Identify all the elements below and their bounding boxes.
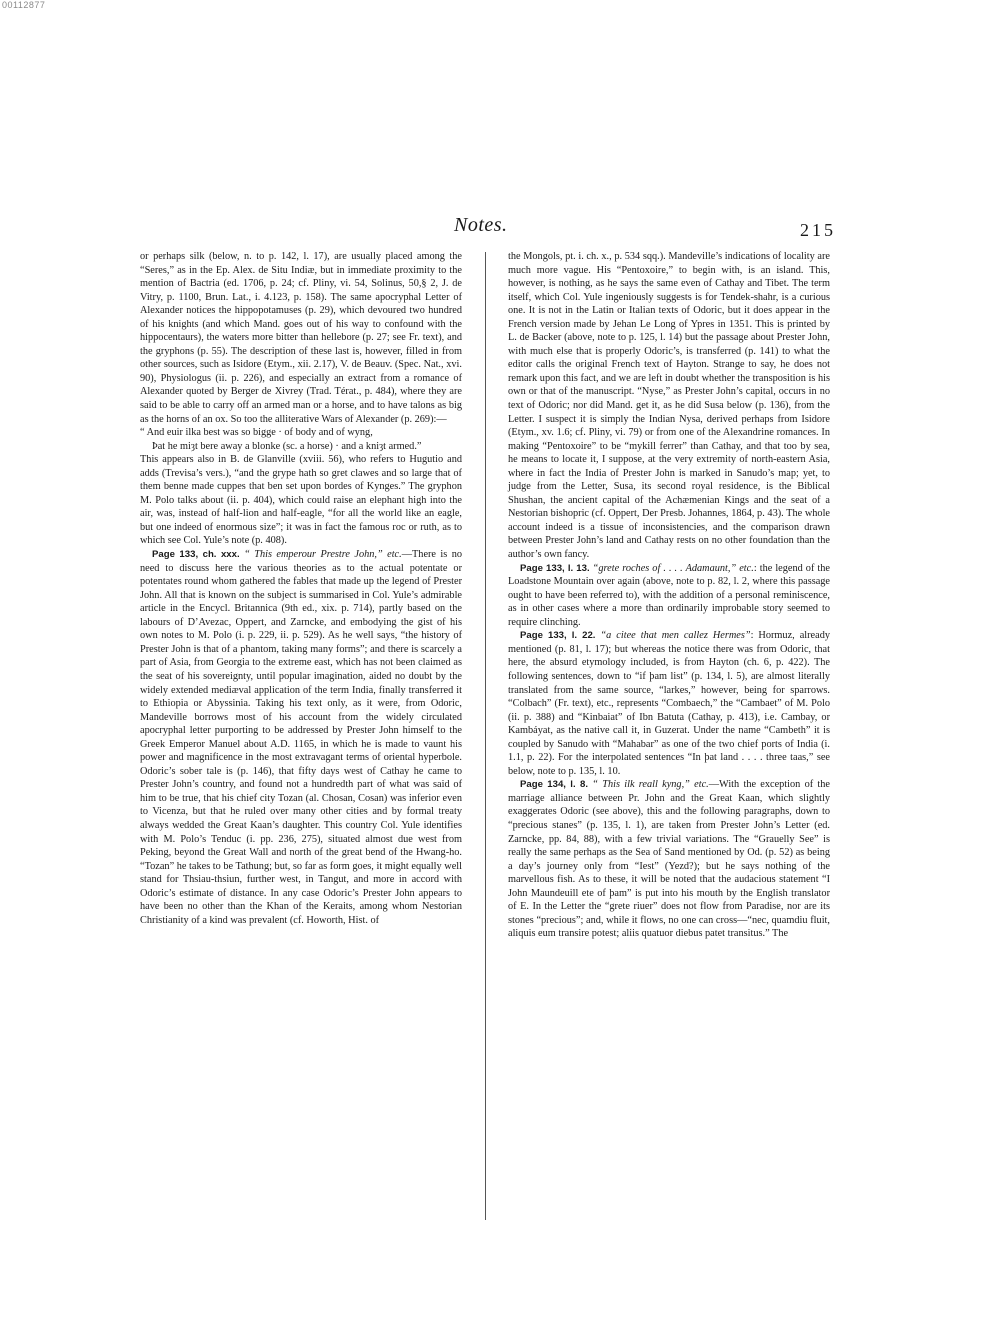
verse-line: Þat he miȝt bere away a blonke (sc. a horse) · and a kniȝt armed.” [152,440,422,452]
note-reference: Page 134, l. 8. [520,779,588,791]
note-paragraph [508,562,830,630]
note-lemma: “ This emperour Prestre John,” etc. [244,549,402,561]
running-head: Notes. [454,214,508,236]
paragraph: the Mongols, pt. i. ch. x., p. 534 sqq.). Mandeville’s indications of locality are much more vague. His “Pentoxoire,” to begin with, is an island. This, however, is nothing, as he says the same even of Cathay and Tibet. The term itself, which Col. Yule ingeniously suggests is for Tendek-shahr, is a curious one. It is not in the Latin or Italian texts of Odoric, but it does appear in the French version made by Jehan Le Long of Ypres in 1351. This is printed by L. de Backer (above, note to p. 125, l. 14) but the passage about Prester John, with much else that is properly Odoric’s, is transferred (p. 141) to what the editor calls the original French text of Hayton. Strange to say, he does not remark upon this fact, and we are left in doubt whether the transposition is his own or that of the manuscript. “Nyse,” as Prester John’s capital, occurs in no text of Odoric; nor did Mand. get it, as he did Susa below (p. 136), from the Letter. I suspect it is simply the Indian Nysa, derived perhaps from Isidore (Etym., xv. 1.6; cf. Pliny, vi. 79) or from one of the Alexandrine romances. In making “Pentoxoire” to be “mykill ferrer” than Cathay, and that too by sea, he means to locate it, I suppose, at the very extremity of north-eastern Asia, where in fact the India of Prester John is marked in Sanudo’s map; yet, to judge from the Letter, Susa, its second royal residence, is the Biblical Shushan, the ancient capital of the Achæmenian Kings and the seat of a Nestorian bishopric (cf. Oppert, Der Presb. Johannes, 1864, p. 43). The whole account indeed is a tissue of inconsistencies, and the comparison drawn between Prester John’s land and Cathay rests on no other foundation than the author’s own fancy. [508,251,830,561]
verse-quotation [140,426,462,453]
column-divider [485,252,486,1220]
note-paragraph [140,548,462,927]
note-text: : Hormuz, already mentioned (p. 81, l. 17); but whereas the notice there was from Odoric, that here, the absurd etymology included, is from Hayton (ch. 6, p. 422). The following sentences, down to “if þam list” (p. 134, l. 5), are almost literally translated from the same source, “larkes,” however, being for sparrows. “Colbach” (Fr. text), etc., represents “Combaech,” the “Cambaet” of M. Polo (ii. p. 388) and “Kinbaiat” of Ibn Batuta (Cathay, p. 413), i.e. Cambay, or Kambáyat, as the native call it, in Guzerat. Under the name “Cambeth” it is coupled by Sanudo with “Mahabar” as one of the two chief ports of India (i. 1.1, p. 22). For the interpolated sentences “In þat land . . . . three taas,” see below, note to p. 135, l. 10. [508,630,830,777]
note-lemma: “grete roches of . . . . Adamaunt,” etc. [592,562,754,574]
verse-line: “ And euir ilka best was so bigge · of body and of wyng, [140,427,373,439]
note-text: —There is no need to discuss here the various theories as to the actual potentate or potentates round whom gathered the fables that made up the legend of Prester John. All that is known on the subject is summarised in Col. Yule’s admirable article in the Encycl. Britannica (9th ed., xix. p. 714), partly based on the labours of D’Avezac, Oppert, and Zarncke, and embodying the gist of his own notes to M. Polo (i. p. 229, ii. p. 529). As he well says, “the history of Prester John is that of a phantom, taking many forms”; and there is scarcely a part of Asia, from Georgia to the extreme east, which has not been claimed as the seat of his sovereignty, until popular imagination, aided no doubt by the widely extended mediæval application of the term India, finally transferred it to Ethiopia or Abyssinia. Taking his text only, as it were, from Odoric, Mandeville borrows most of his account from the widely circulated apocryphal letter purporting to be addressed by Prester John himself to the Greek Emperor Manuel about A.D. 1165, in which he is made to vaunt his power and magnificence in the most extravagant terms of oriental hyperbole. Odoric’s sober tale is (p. 146), that fifty days west of Cathay he came to Prester John’s country, and found not a hundredth part of what was said of him to be true, that his chief city Tozan (al. Chosan, Cosan) was inferior even to Vicenza, but that he ruled over many other cities and by formal treaty always wedded the Great Kaan’s daughter. This country Col. Yule identifies with M. Polo’s Tenduc (i. pp. 236, 275), situated almost due west from Peking, beyond the Great Wall and north of the great bend of the Hwang-ho. “Tozan” he takes to be Tathung; but, so far as form goes, it might equally well stand for Thsiau-thsiun, further west, in Tangut, and more in accord with Odoric’s estimate of distance. In any case Odoric’s Prester John appears to have been no other than the Khan of the Keraits, among whom Nestorian Christianity of a kind was prevalent (cf. Howorth, Hist. of [140,549,462,926]
page-number: 215 [800,220,836,240]
note-paragraph [508,778,830,941]
note-reference: Page 133, ch. xxx. [152,549,240,561]
scan-identifier: 00112877 [2,0,46,10]
right-column [508,250,830,941]
note-text: —With the exception of the marriage alliance between Pr. John and the Great Kaan, which slightly exaggerates Odoric (see above), this and the following paragraphs, down to “precious stanes” (p. 135, l. 1), are taken from Prester John’s Letter (ed. Zarncke, pp. 84, 88), with a few trivial variations. The “Grauelly See” is really the same perhaps as the Sea of Sand mentioned by Od. (p. 52) as being a day’s journey only from “Iest” (Yezd?); but he says nothing of the marvellous fish. As to these, it will be noted that the audacious statement “I John Maundeuill ete of þam” is put into his mouth by the English translator of E. In the Letter the “grete riuer” does not flow from Paradise, nor are its stones “precious”; and, while it flows, no one can cross—“nec, quamdiu fluit, aliquis eum transire potest; aliis quatuor diebus patet transitus.” The [508,779,830,940]
note-lemma: “a citee that men callez Hermes” [600,630,751,642]
paragraph: This appears also in B. de Glanville (xviii. 56), who refers to Hugutio and adds (Trevisa’s vers.), “and the grype hath so gret clawes and so large that of them benne made cuppes that ben set upon bordes of Kynges.” The gryphon M. Polo talks about (ii. p. 404), which could raise an elephant high into the air, was, instead of half-lion and half-eagle, “for all the world like an eagle, but one indeed of enormous size”; it was in fact the famous roc or ruth, as to which see Col. Yule’s note (p. 408). [140,454,462,547]
paragraph: or perhaps silk (below, n. to p. 142, l. 17), are usually placed among the “Seres,” as in the Ep. Alex. de Situ Indiæ, but in immediate proximity to the mention of Bactria (ed. 1706, p. 24; cf. Pliny, vi. 54, Solinus, 50,§ 2, J. de Vitry, p. 1100, Brun. Lat., i. 4.123, p. 158). The same apocryphal Letter of Alexander notices the hippopotamuses (p. 29), which devoured two hundred of his knights (and which Mand. goes out of his way to confound with the hippocentaurs), the waters more bitter than hellebore (p. 27; see Fr. text), and the gryphons (p. 55). The description of these last is, however, filled in from other sources, such as Isidore (Etym., xii. 2.17), V. de Beauv. (Spec. Nat., xvi. 90), Physiologus (ii. p. 226), and especially an extract from a romance of Alexander quoted by Berger de Xivrey (Trad. Térat., p. 484), where they are said to be able to carry off an armed man or a horse, and to have talons as big as the horns of an ox. So too the alliterative Wars of Alexander (p. 269):— [140,251,462,425]
note-reference: Page 133, l. 22. [520,630,596,642]
note-text: : the legend of the Loadstone Mountain over again (above, note to p. 82, l. 2, where this passage ought to have been referred to), with the addition of a personal reminiscence, as in other cases where a more than ordinarily improbable story seemed to require clinching. [508,562,830,628]
note-paragraph [508,629,830,778]
note-lemma: “ This ilk reall kyng,” etc. [592,779,709,791]
note-reference: Page 133, l. 13. [520,562,590,574]
left-column [140,250,462,927]
